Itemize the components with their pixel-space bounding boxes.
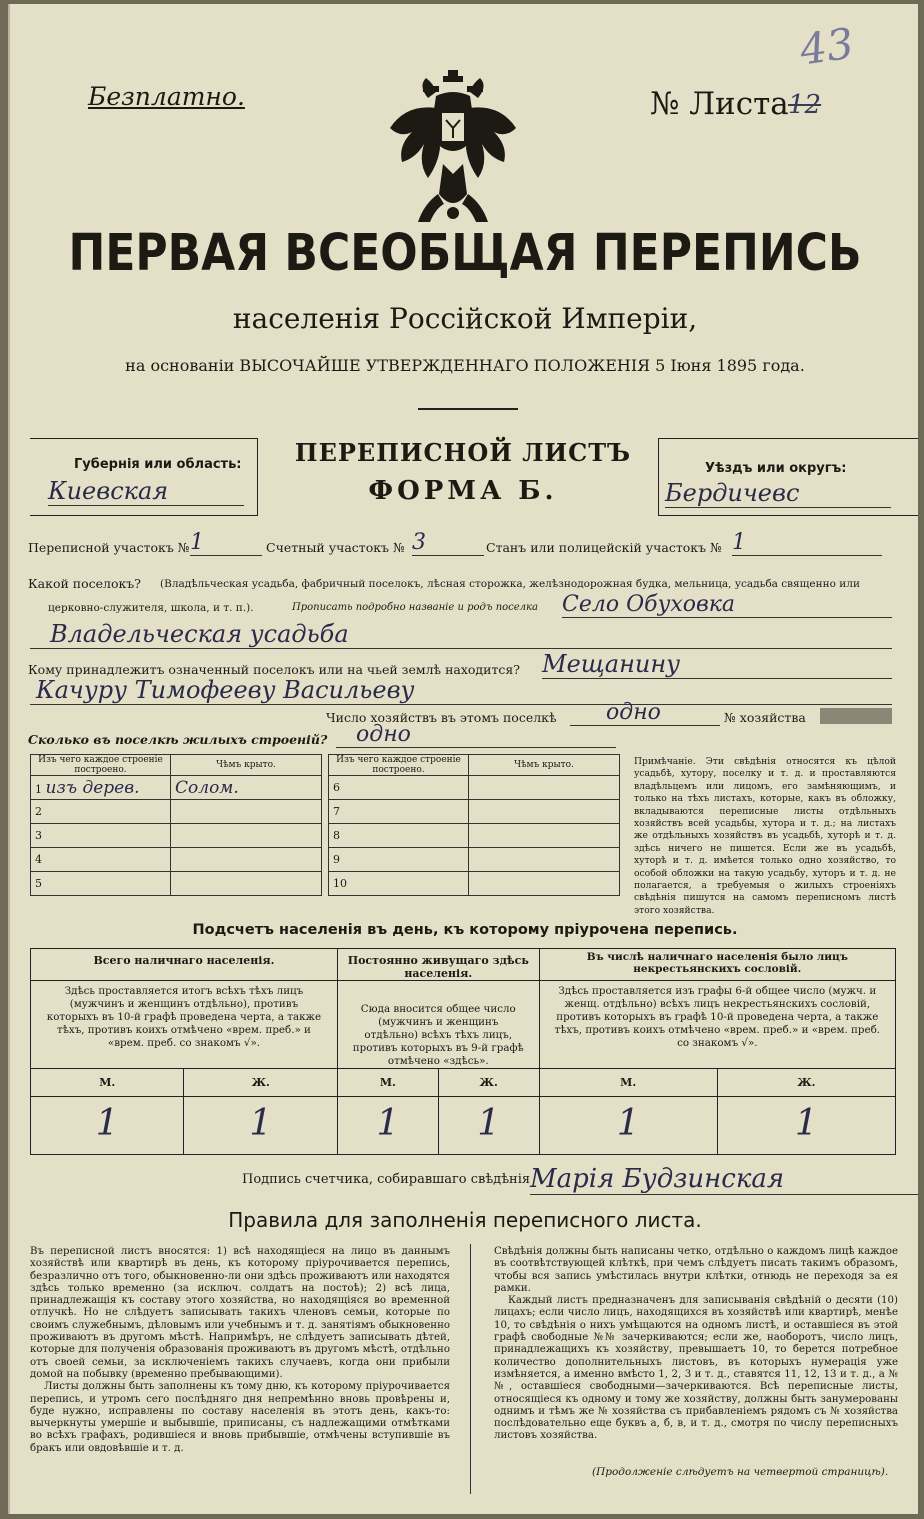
page-title: ПЕРВАЯ ВСЕОБЩАЯ ПЕРЕПИСЬ bbox=[68, 224, 862, 283]
census-section-value: 1 bbox=[190, 530, 262, 556]
sheet-number-label: № Листа bbox=[650, 86, 789, 122]
settlement-instruction: Прописать подробно названіе и родъ поселка bbox=[292, 602, 538, 613]
sheet-number-value: 12 bbox=[788, 90, 822, 120]
row-number: 3 bbox=[31, 824, 171, 848]
table-row bbox=[329, 848, 620, 872]
female-header: Ж. bbox=[717, 1069, 895, 1097]
male-header: М. bbox=[539, 1069, 717, 1097]
rules-column-left bbox=[30, 1246, 450, 1455]
households-label: Число хозяйствъ въ этомъ поселкѣ bbox=[326, 710, 557, 725]
province-value: Киевская bbox=[48, 477, 244, 506]
households-value: одно bbox=[570, 700, 720, 726]
page-subtitle: населенія Россійской Имперіи, bbox=[232, 302, 698, 335]
owner-label: Кому принадлежитъ означенный поселокъ или на чьей землѣ находится? bbox=[28, 662, 520, 677]
household-no-redacted bbox=[820, 708, 892, 724]
household-no-label: № хозяйства bbox=[724, 710, 806, 725]
form-letter: ФОРМА Б. bbox=[368, 476, 558, 506]
settlement-value-2: Владельческая усадьба bbox=[30, 620, 892, 649]
form-title: ПЕРЕПИСНОЙ ЛИСТЪ bbox=[294, 438, 632, 467]
divider bbox=[418, 408, 518, 410]
table-row bbox=[329, 776, 620, 800]
settlement-value: Село Обуховка bbox=[562, 592, 892, 618]
settlement-label: Какой поселокъ? bbox=[28, 576, 141, 591]
row-number: 6 bbox=[329, 776, 469, 800]
imperial-eagle-icon bbox=[388, 68, 518, 228]
table-row bbox=[329, 872, 620, 896]
male-header: М. bbox=[31, 1069, 184, 1097]
province-label: Губернія или область: bbox=[74, 457, 242, 472]
province-box bbox=[30, 438, 258, 516]
rules-paragraph: Листы должны быть заполнены къ тому дню, къ которому пріурочивается перепись, и утромъ сего послѣдняго дня непремѣнно вновь провѣрены и, буде нужно, исправлены по составу населенія въ этотъ день, какъ-то: вычеркнуты умершіе и выбывшіе, приписаны, съ надлежащими отмѣтками во всѣхъ графахъ, родившіеся и вновь прибывшіе, отмѣчены вступившіе въ бракъ или овдовѣвшіе и т. д. bbox=[30, 1381, 450, 1454]
table-row bbox=[31, 800, 322, 824]
rules-paragraph: Свѣдѣнія должны быть написаны четко, отдѣльно о каждомъ лицѣ каждое въ соотвѣтствующей клѣткѣ, при чемъ слѣдуетъ писать такимъ образомъ, чтобы вся запись умѣстилась внутри клѣтки, отнюдь не переходя за ея рамки. bbox=[494, 1246, 898, 1294]
archive-number: 43 bbox=[796, 18, 857, 75]
settlement-hint: (Владѣльческая усадьба, фабричный поселокъ, лѣсная сторожка, желѣзнодорожная будка, мельница, усадьба священно или bbox=[160, 578, 860, 590]
present-male-value: 1 bbox=[31, 1097, 184, 1155]
buildings-note: Примѣчаніе. Эти свѣдѣнія относятся къ цѣлой усадьбѣ, хутору, поселку и т. д. и проставляются владѣльцемъ или лицомъ, его замѣняющимъ, и только на тѣхъ листахъ, которые, какъ въ обложку, вкладываются переписные листы отдѣльныхъ хозяйствъ всей усадьбы, хутора и т. д.; на листахъ же отдѣльныхъ хозяйствъ въ усадьбѣ, хуторѣ и т. д. здѣсь ничего не пишется. Если же въ усадьбѣ, хуторѣ и т. д. имѣется только одно хозяйство, то особой обложки на такую усадьбу, хуторъ и т. д. не полагается, а требуемыя о жилыхъ строеніяхъ свѣдѣнія пишутся на самомъ переписномъ листѣ этого хозяйства. bbox=[634, 756, 896, 916]
row-number: 10 bbox=[329, 872, 469, 896]
row-number: 7 bbox=[329, 800, 469, 824]
count-section-value: 3 bbox=[412, 530, 484, 556]
col-header-material: Изъ чего каждое строеніе построено. bbox=[329, 755, 469, 776]
present-female-value: 1 bbox=[184, 1097, 337, 1155]
non-peasant-female-value: 1 bbox=[717, 1097, 895, 1155]
table-row bbox=[31, 824, 322, 848]
col-desc-present: Здѣсь проставляется итогъ всѣхъ тѣхъ лицъ (мужчинъ и женщинъ отдѣльно), противъ которыхъ въ 10-й графѣ проведена черта, а также тѣхъ, противъ коихъ отмѣчено «врем. преб.» и «врем. преб. со знакомъ √». bbox=[31, 981, 338, 1069]
count-section-label: Счетный участокъ № bbox=[266, 540, 405, 555]
row-number: 5 bbox=[31, 872, 171, 896]
population-count-table bbox=[30, 948, 896, 1155]
male-header: М. bbox=[337, 1069, 438, 1097]
district-box bbox=[658, 438, 918, 516]
col-desc-non-peasant: Здѣсь проставляется изъ графы 6-й общее число (мужч. и женщ. отдѣльно) всѣхъ лицъ некрестьянскихъ сословій, противъ которыхъ въ графѣ 10-й проведена черта, а также тѣхъ, противъ коихъ отмѣчено «врем. преб.» и «врем. преб. со знакомъ √». bbox=[539, 981, 895, 1069]
roof-value: Солом. bbox=[171, 776, 322, 800]
permanent-male-value: 1 bbox=[337, 1097, 438, 1155]
col-header-material: Изъ чего каждое строеніе построено. bbox=[31, 755, 171, 776]
col-header-permanent: Постоянно живущаго здѣсь населенія. bbox=[337, 949, 539, 981]
row-number: 1 bbox=[35, 782, 42, 796]
col-desc-permanent: Сюда вносится общее число (мужчинъ и женщинъ отдѣльно) всѣхъ тѣхъ лицъ, противъ которыхъ въ 9-й графѣ отмѣчено «здѣсь». bbox=[337, 981, 539, 1069]
district-value: Бердичевс bbox=[665, 479, 891, 508]
dwellings-label: Сколько въ поселкѣ жилыхъ строеній? bbox=[28, 732, 328, 747]
row-number: 8 bbox=[329, 824, 469, 848]
table-row bbox=[329, 824, 620, 848]
table-row bbox=[31, 776, 322, 800]
settlement-hint-2: церковно-служителя, школа, и т. п.). bbox=[48, 602, 254, 614]
female-header: Ж. bbox=[184, 1069, 337, 1097]
owner-value-2: Качуру Тимофееву Васильеву bbox=[30, 676, 892, 705]
rules-title: Правила для заполненія переписного листа. bbox=[228, 1208, 702, 1232]
stan-label: Станъ или полицейскій участокъ № bbox=[486, 540, 722, 555]
material-value: изъ дерев. bbox=[45, 777, 140, 798]
dwellings-value: одно bbox=[336, 722, 616, 748]
continued-note: (Продолженіе слѣдуетъ на четвертой страницѣ). bbox=[592, 1466, 889, 1478]
non-peasant-male-value: 1 bbox=[539, 1097, 717, 1155]
legal-basis: на основаніи ВЫСОЧАЙШЕ УТВЕРЖДЕННАГО ПОЛОЖЕНІЯ 5 Іюня 1895 года. bbox=[125, 356, 805, 375]
rules-paragraph: Каждый листъ предназначенъ для записыванія свѣдѣній о десяти (10) лицахъ; если число лицъ, находящихся въ хозяйствѣ или квартирѣ, менѣе 10, то свѣдѣнія о нихъ умѣщаются на одномъ листѣ, и оставшіеся въ этой графѣ свободные №№ зачеркиваются; если же, наоборотъ, число лицъ, принадлежащихъ къ хозяйству, превышаетъ 10, то берется потребное количество дополнительныхъ листовъ, въ которыхъ нумерація уже измѣняется, а именно вмѣсто 1, 2, 3 и т. д., ставятся 11, 12, 13 и т. д., а №№, оставшіеся свободными—зачеркиваются. Всѣ переписные листы, относящіеся къ одному и тому же хозяйству, должны быть занумерованы однимъ и тѣмъ же № хозяйства съ прибавленіемъ рядомъ съ № хозяйства послѣдовательно еще буквъ а, б, в, и т. д., смотря по числу переписныхъ листовъ хозяйства. bbox=[494, 1295, 898, 1442]
col-header-present: Всего наличнаго населенія. bbox=[31, 949, 338, 981]
stan-value: 1 bbox=[732, 530, 882, 556]
row-number: 4 bbox=[31, 848, 171, 872]
count-title: Подсчетъ населенія въ день, къ которому пріурочена перепись. bbox=[192, 922, 738, 938]
col-header-roof: Чѣмъ крыто. bbox=[171, 755, 322, 776]
enumerator-signature-label: Подпись счетчика, собиравшаго свѣдѣнія bbox=[242, 1172, 531, 1187]
owner-value: Мещанину bbox=[542, 650, 892, 679]
row-number: 9 bbox=[329, 848, 469, 872]
table-row bbox=[31, 872, 322, 896]
female-header: Ж. bbox=[438, 1069, 539, 1097]
column-divider bbox=[470, 1244, 471, 1494]
buildings-table-right bbox=[328, 754, 620, 896]
col-header-non-peasant: Въ числѣ наличнаго населенія было лицъ некрестьянскихъ сословій. bbox=[539, 949, 895, 981]
buildings-table-left bbox=[30, 754, 322, 896]
col-header-roof: Чѣмъ крыто. bbox=[469, 755, 620, 776]
district-label: Уѣздъ или округъ: bbox=[705, 461, 847, 476]
rules-column-right bbox=[494, 1246, 898, 1443]
census-sheet bbox=[8, 4, 918, 1514]
permanent-female-value: 1 bbox=[438, 1097, 539, 1155]
free-label: Безплатно. bbox=[88, 82, 245, 111]
table-row bbox=[329, 800, 620, 824]
rules-paragraph: Въ переписной листъ вносятся: 1) всѣ находящіеся на лицо въ даннымъ хозяйствѣ или квартирѣ въ день, къ которому пріурочивается перепись, безразлично отъ того, обыкновенно-ли они здѣсь проживаютъ или находятся здѣсь только временно (за исключ. солдатъ на постоѣ); 2) всѣ лица, принадлежащія къ составу этого хозяйства, но находящіяся во временной отлучкѣ. Но не слѣдуетъ записывать такихъ членовъ семьи, которые по своимъ служебнымъ, дѣловымъ или учебнымъ и т. д. занятіямъ обыкновенно проживаютъ въ другомъ мѣстѣ. Напримѣръ, не слѣдуетъ записывать дѣтей, которые для полученія образованія проживаютъ въ другомъ мѣстѣ, отдѣльно отъ своей семьи, за исключеніемъ такихъ случаевъ, когда они прибыли домой на побывку (временно пребывающими). bbox=[30, 1246, 450, 1380]
table-row bbox=[31, 848, 322, 872]
enumerator-signature: Марія Будзинская bbox=[530, 1164, 918, 1195]
row-number: 2 bbox=[31, 800, 171, 824]
census-section-label: Переписной участокъ № bbox=[28, 540, 190, 555]
